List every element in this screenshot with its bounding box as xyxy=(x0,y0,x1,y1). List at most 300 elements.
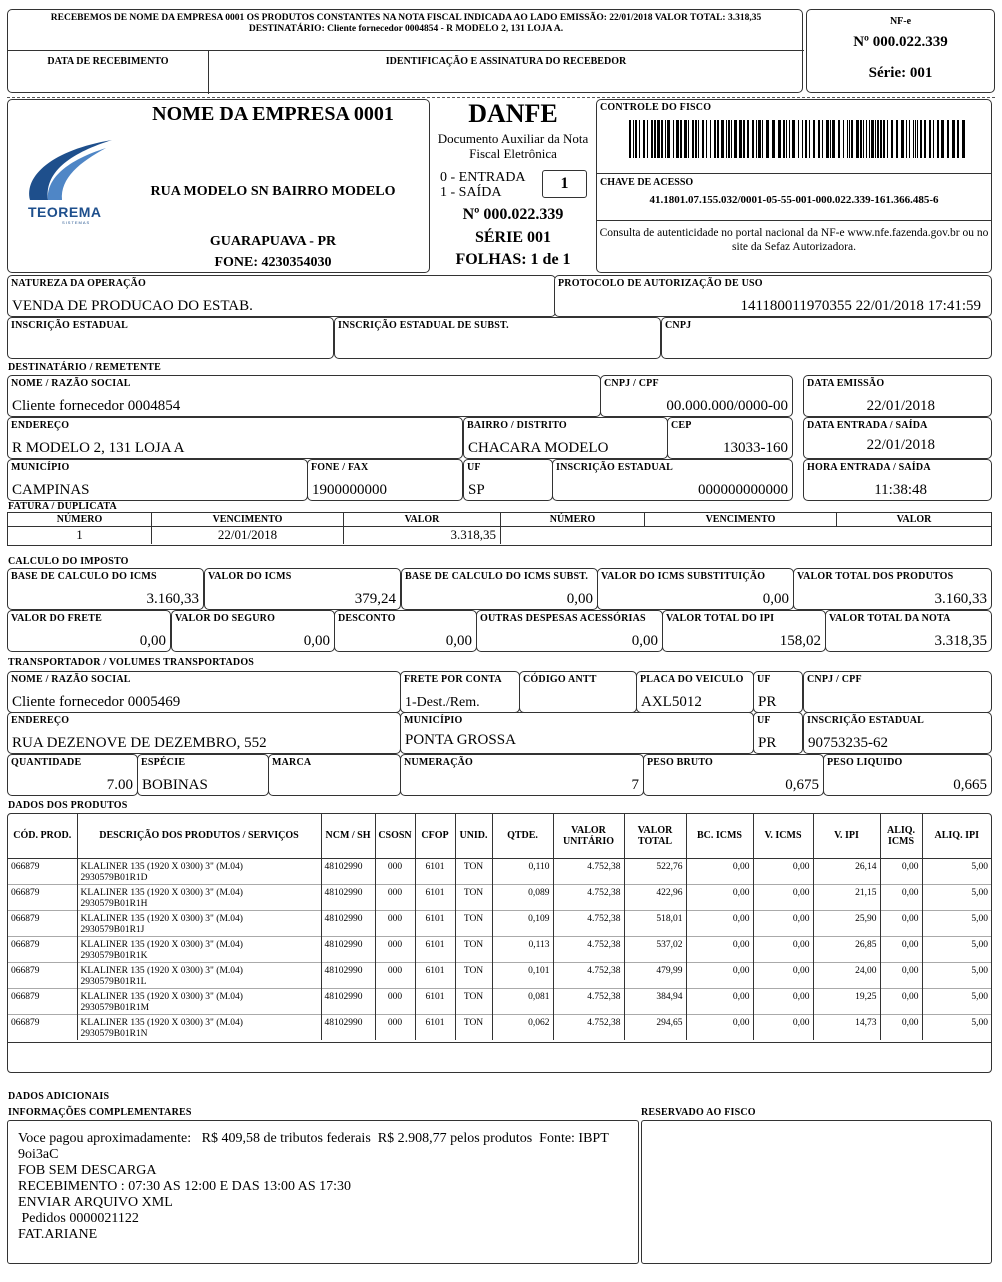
produtos-filler xyxy=(8,1042,991,1072)
produto-vipi: 26,85 xyxy=(813,936,880,962)
barcode-bar xyxy=(952,120,955,158)
barcode-bar xyxy=(860,120,862,158)
barcode-bar xyxy=(676,120,679,158)
produto-csosn: 000 xyxy=(375,884,415,910)
produto-csosn: 000 xyxy=(375,962,415,988)
transp-peso-bruto-box xyxy=(643,754,824,796)
produto-vicms: 0,00 xyxy=(753,962,813,988)
total-produtos-box xyxy=(793,568,992,610)
produto-qtde: 0,081 xyxy=(492,988,553,1014)
produto-qtde: 0,101 xyxy=(492,962,553,988)
base-icms-value: 3.160,33 xyxy=(146,591,199,607)
fatura-header: VALOR xyxy=(837,513,992,526)
produto-aipi: 5,00 xyxy=(922,910,991,936)
dest-ie-box xyxy=(552,459,793,501)
adicionais-section: DADOS ADICIONAIS xyxy=(8,1091,110,1102)
valor-icms-value: 379,24 xyxy=(354,591,396,607)
transp-antt-label: CÓDIGO ANTT xyxy=(523,674,597,685)
base-st-box xyxy=(401,568,598,610)
produto-cfop: 6101 xyxy=(415,910,455,936)
desconto-label: DESCONTO xyxy=(338,613,396,624)
produto-aipi: 5,00 xyxy=(922,988,991,1014)
produto-cod: 066879 xyxy=(11,939,40,950)
barcode-bar xyxy=(680,120,682,158)
emitente-address: RUA MODELO SN BAIRRO MODELO xyxy=(150,184,396,199)
info-line: ENVIAR ARQUIVO XML xyxy=(18,1195,173,1210)
barcode-bar xyxy=(758,120,761,158)
receipt-text xyxy=(8,13,804,35)
barcode-bar xyxy=(643,120,645,158)
produto-lote: 2930579B01R1M xyxy=(80,1002,150,1013)
barcode-bar xyxy=(714,120,716,158)
produtos-header: V. ICMS xyxy=(753,814,813,858)
produto-vipi: 25,90 xyxy=(813,910,880,936)
info-complementares-label: INFORMAÇÕES COMPLEMENTARES xyxy=(8,1107,192,1118)
dest-fone-box xyxy=(307,459,463,501)
produto-qtde: 0,110 xyxy=(492,858,553,884)
dest-municipio-value: CAMPINAS xyxy=(12,482,90,498)
fatura-table-box xyxy=(7,512,992,546)
base-st-label: BASE DE CALCULO DO ICMS SUBST. xyxy=(405,571,589,582)
seguro-box xyxy=(171,610,335,652)
produto-descricao-linha: KLALINER 135 (1920 X 0300) 3" (M.04) xyxy=(80,965,243,976)
transp-municipio-box xyxy=(400,712,754,754)
fatura-header: NÚMERO xyxy=(56,513,103,525)
barcode-bar xyxy=(710,120,711,158)
total-produtos-label: VALOR TOTAL DOS PRODUTOS xyxy=(797,571,954,582)
logo-text: TEOREMA xyxy=(28,204,102,220)
company-logo xyxy=(22,138,114,225)
barcode-bar xyxy=(883,120,885,158)
natureza-box xyxy=(7,275,556,317)
total-produtos-value: 3.160,33 xyxy=(934,591,987,607)
produto-vipi: 26,14 xyxy=(813,858,880,884)
barcode-bar xyxy=(877,120,879,158)
produto-vtotal: 537,02 xyxy=(624,936,686,962)
transp-placa-label: PLACA DO VEICULO xyxy=(640,674,744,685)
produto-lote: 2930579B01R1D xyxy=(80,872,148,883)
barcode-bar xyxy=(906,120,907,158)
barcode-bar xyxy=(856,120,859,158)
barcode-bar xyxy=(702,120,704,158)
fatura-header: VALOR xyxy=(344,513,501,526)
natureza-value: VENDA DE PRODUCAO DO ESTAB. xyxy=(12,298,253,314)
produto-lote: 2930579B01R1N xyxy=(80,1028,148,1039)
transp-quantidade-value: 7.00 xyxy=(106,777,133,793)
produtos-header: VALOR TOTAL xyxy=(624,814,686,858)
produto-descricao xyxy=(77,988,321,1014)
barcode-bar xyxy=(869,120,870,158)
barcode-bar xyxy=(947,120,949,158)
produto-unid: TON xyxy=(455,1014,492,1040)
produto-unid: TON xyxy=(455,910,492,936)
valor-icms-box xyxy=(204,568,401,610)
barcode-bar xyxy=(762,120,763,158)
produto-cod: 066879 xyxy=(11,887,40,898)
barcode-bar xyxy=(962,120,965,158)
barcode-bar xyxy=(629,120,631,158)
danfe-serie: SÉRIE 001 xyxy=(474,229,552,246)
barcode-bar xyxy=(756,120,757,158)
barcode-bar xyxy=(766,120,769,158)
produto-vunit: 4.752,38 xyxy=(553,1014,624,1040)
chave-acesso: 41.1801.07.155.032/0001-05-55-001-000.022.339-161.366.485-6 xyxy=(649,194,939,206)
barcode-bar xyxy=(734,120,737,158)
produto-aicms: 0,00 xyxy=(880,962,922,988)
table-row xyxy=(8,1014,991,1040)
transp-nome-label: NOME / RAZÃO SOCIAL xyxy=(11,674,131,685)
produtos-header: QTDE. xyxy=(492,814,553,858)
produto-cfop: 6101 xyxy=(415,962,455,988)
barcode-bar xyxy=(880,120,882,158)
barcode-bar xyxy=(698,120,699,158)
produtos-header: ALIQ. IPI xyxy=(922,814,991,858)
dest-cep-value: 13033-160 xyxy=(723,440,788,456)
produto-unid: TON xyxy=(455,884,492,910)
barcode-bar xyxy=(651,120,653,158)
seguro-value: 0,00 xyxy=(303,633,330,649)
barcode-bar xyxy=(924,120,926,158)
barcode-bar xyxy=(633,120,634,158)
dest-emissao-box xyxy=(803,375,992,417)
produto-qtde: 0,062 xyxy=(492,1014,553,1040)
barcode-bar xyxy=(747,120,749,158)
fatura-header: NÚMERO xyxy=(501,513,645,526)
base-st-value: 0,00 xyxy=(566,591,593,607)
produto-vipi: 24,00 xyxy=(813,962,880,988)
fatura-vencimento: 22/01/2018 xyxy=(152,526,344,544)
natureza-label: NATUREZA DA OPERAÇÃO xyxy=(11,278,146,289)
dest-cnpj-label: CNPJ / CPF xyxy=(604,378,659,389)
produto-vunit: 4.752,38 xyxy=(553,884,624,910)
barcode-bar xyxy=(901,120,904,158)
total-nota-label: VALOR TOTAL DA NOTA xyxy=(829,613,951,624)
produto-vicms: 0,00 xyxy=(753,858,813,884)
produto-vicms: 0,00 xyxy=(753,910,813,936)
info-line: Pedidos 0000021122 xyxy=(18,1211,139,1226)
nfe-label: NF-e xyxy=(889,16,912,27)
logo-swoosh-icon xyxy=(22,138,114,202)
produto-vicms: 0,00 xyxy=(753,884,813,910)
transp-especie-label: ESPÉCIE xyxy=(141,757,186,768)
produto-bc: 0,00 xyxy=(686,936,753,962)
desconto-value: 0,00 xyxy=(445,633,472,649)
produto-csosn: 000 xyxy=(375,1014,415,1040)
barcode-bar xyxy=(706,120,707,158)
produto-descricao-linha: KLALINER 135 (1920 X 0300) 3" (M.04) xyxy=(80,887,243,898)
transp-numeracao-value: 7 xyxy=(631,777,639,793)
emitente-name: NOME DA EMPRESA 0001 xyxy=(152,103,394,125)
produto-vtotal: 384,94 xyxy=(624,988,686,1014)
barcode-bar xyxy=(802,120,803,158)
barcode-bar xyxy=(717,120,719,158)
transp-municipio-value: PONTA GROSSA xyxy=(405,732,516,748)
transp-placa-box xyxy=(636,671,754,713)
barcode-bar xyxy=(665,120,666,158)
barcode-bar xyxy=(792,120,795,158)
produtos-table-box xyxy=(7,813,992,1073)
barcode-bar xyxy=(957,120,959,158)
danfe-title: DANFE xyxy=(468,99,558,128)
barcode-bar xyxy=(726,120,727,158)
dest-hora-box xyxy=(803,459,992,501)
barcode-bar xyxy=(813,120,815,158)
fatura-valor: 3.318,35 xyxy=(344,526,501,544)
fatura-table xyxy=(8,513,991,544)
outras-label: OUTRAS DESPESAS ACESSÓRIAS xyxy=(480,613,646,624)
outras-value: 0,00 xyxy=(631,633,658,649)
produto-descricao xyxy=(77,910,321,936)
produtos-header: UNID. xyxy=(455,814,492,858)
produto-csosn: 000 xyxy=(375,988,415,1014)
transp-numeracao-box xyxy=(400,754,644,796)
transp-placa-value: AXL5012 xyxy=(641,694,702,710)
barcode-bar xyxy=(866,120,867,158)
ipi-box xyxy=(662,610,826,652)
produto-cfop: 6101 xyxy=(415,988,455,1014)
produto-csosn: 000 xyxy=(375,936,415,962)
danfe-tipo: 1 xyxy=(560,175,569,192)
produto-ncm: 48102990 xyxy=(321,988,375,1014)
produto-unid: TON xyxy=(455,858,492,884)
barcode-bar xyxy=(661,120,663,158)
valor-st-value: 0,00 xyxy=(762,591,789,607)
transp-frete-label: FRETE POR CONTA xyxy=(404,674,502,685)
ie-box xyxy=(7,317,334,359)
dest-municipio-label: MUNICÍPIO xyxy=(11,462,70,473)
seguro-label: VALOR DO SEGURO xyxy=(175,613,276,624)
transp-nome-value: Cliente fornecedor 0005469 xyxy=(12,694,181,710)
dest-nome-label: NOME / RAZÃO SOCIAL xyxy=(11,378,131,389)
transp-ie-label: INSCRIÇÃO ESTADUAL xyxy=(807,715,925,726)
dest-cnpj-value: 00.000.000/0000-00 xyxy=(666,398,788,414)
barcode-icon xyxy=(629,120,969,158)
produtos-body xyxy=(8,858,991,1040)
info-line: RECEBIMENTO : 07:30 AS 12:00 E DAS 13:00 AS 17:30 xyxy=(18,1179,352,1194)
dest-ie-label: INSCRIÇÃO ESTADUAL xyxy=(556,462,674,473)
transp-uf-value: PR xyxy=(758,694,777,710)
transp-peso-liquido-box xyxy=(823,754,992,796)
produto-bc: 0,00 xyxy=(686,910,753,936)
barcode-bar xyxy=(896,120,898,158)
transp-uf2-box xyxy=(753,712,803,754)
total-nota-value: 3.318,35 xyxy=(934,633,987,649)
emitente-box xyxy=(7,99,430,273)
dest-endereco-label: ENDEREÇO xyxy=(11,420,70,431)
dest-emissao-label: DATA EMISSÃO xyxy=(807,378,885,389)
produto-bc: 0,00 xyxy=(686,988,753,1014)
barcode-bar xyxy=(805,120,807,158)
table-row xyxy=(8,936,991,962)
reservado-fisco-box xyxy=(641,1120,992,1264)
transp-especie-value: BOBINAS xyxy=(142,777,208,793)
valor-st-box xyxy=(597,568,794,610)
transportador-section: TRANSPORTADOR / VOLUMES TRANSPORTADOS xyxy=(8,657,255,668)
barcode-bar xyxy=(822,120,823,158)
barcode-bar xyxy=(639,120,640,158)
consulta-text: Consulta de autenticidade no portal nacional da NF-e www.nfe.fazenda.gov.br ou no site da Sefaz Autorizadora. xyxy=(599,227,989,253)
table-row xyxy=(8,910,991,936)
produtos-header: NCM / SH xyxy=(321,814,375,858)
produto-descricao xyxy=(77,962,321,988)
transp-cnpj-label: CNPJ / CPF xyxy=(807,674,862,685)
dest-nome-box xyxy=(7,375,601,417)
dest-nome-value: Cliente fornecedor 0004854 xyxy=(12,398,181,414)
barcode-bar xyxy=(891,120,893,158)
barcode-bar xyxy=(657,120,660,158)
danfe-saida: 1 - SAÍDA xyxy=(440,185,502,200)
barcode-bar xyxy=(695,120,697,158)
info-line: FAT.ARIANE xyxy=(18,1227,98,1242)
produto-vtotal: 479,99 xyxy=(624,962,686,988)
produtos-header: BC. ICMS xyxy=(686,814,753,858)
receipt-line-2: DESTINATÁRIO: Cliente fornecedor 0004854 - R MODELO 2, 131 LOJA A. xyxy=(248,24,564,34)
dest-fone-value: 1900000000 xyxy=(312,482,387,498)
produto-unid: TON xyxy=(455,988,492,1014)
barcode-bar xyxy=(847,120,848,158)
produto-bc: 0,00 xyxy=(686,858,753,884)
barcode-bar xyxy=(647,120,648,158)
danfe-number: Nº 000.022.339 xyxy=(462,206,564,223)
barcode-bar xyxy=(809,120,810,158)
ie-label: INSCRIÇÃO ESTADUAL xyxy=(11,320,129,331)
barcode-bar xyxy=(887,120,888,158)
produto-descricao-linha: KLALINER 135 (1920 X 0300) 3" (M.04) xyxy=(80,913,243,924)
barcode-bar xyxy=(843,120,844,158)
fatura-section: FATURA / DUPLICATA xyxy=(8,501,117,512)
barcode-bar xyxy=(830,120,831,158)
produto-qtde: 0,089 xyxy=(492,884,553,910)
outras-box xyxy=(476,610,663,652)
barcode-bar xyxy=(667,120,670,158)
transp-endereco-value: RUA DEZENOVE DE DEZEMBRO, 552 xyxy=(12,735,267,751)
produto-aicms: 0,00 xyxy=(880,884,922,910)
base-icms-box xyxy=(7,568,204,610)
dest-emissao-value: 22/01/2018 xyxy=(866,398,935,414)
transp-especie-box xyxy=(137,754,269,796)
transp-numeracao-label: NUMERAÇÃO xyxy=(404,757,474,768)
produto-vicms: 0,00 xyxy=(753,988,813,1014)
transp-endereco-box xyxy=(7,712,401,754)
transp-peso-bruto-label: PESO BRUTO xyxy=(647,757,713,768)
transp-uf2-label: UF xyxy=(757,715,771,726)
produto-cod: 066879 xyxy=(11,1017,40,1028)
valor-st-label: VALOR DO ICMS SUBSTITUIÇÃO xyxy=(601,571,766,582)
dest-fone-label: FONE / FAX xyxy=(311,462,369,473)
barcode-bar xyxy=(875,120,876,158)
ie-subst-label: INSCRIÇÃO ESTADUAL DE SUBST. xyxy=(338,320,509,331)
produto-vipi: 14,73 xyxy=(813,1014,880,1040)
produto-lote: 2930579B01R1K xyxy=(80,950,148,961)
produtos-header: CFOP xyxy=(415,814,455,858)
dest-hora-value: 11:38:48 xyxy=(874,482,927,498)
produto-cfop: 6101 xyxy=(415,858,455,884)
produto-vunit: 4.752,38 xyxy=(553,936,624,962)
produto-descricao-linha: KLALINER 135 (1920 X 0300) 3" (M.04) xyxy=(80,1017,243,1028)
produtos-table xyxy=(8,814,991,1040)
dest-cnpj-box xyxy=(600,375,793,417)
produtos-header: CÓD. PROD. xyxy=(13,830,72,842)
reservado-fisco-label: RESERVADO AO FISCO xyxy=(641,1107,756,1118)
produto-vtotal: 522,76 xyxy=(624,858,686,884)
fatura-header: VENCIMENTO xyxy=(645,513,837,526)
transp-ie-box xyxy=(803,712,992,754)
produto-aicms: 0,00 xyxy=(880,936,922,962)
dest-cep-label: CEP xyxy=(671,420,692,431)
produto-ncm: 48102990 xyxy=(321,1014,375,1040)
barcode-bar xyxy=(913,120,914,158)
produto-ncm: 48102990 xyxy=(321,858,375,884)
barcode-bar xyxy=(684,120,687,158)
produto-descricao xyxy=(77,884,321,910)
base-icms-label: BASE DE CALCULO DO ICMS xyxy=(11,571,157,582)
produto-vunit: 4.752,38 xyxy=(553,858,624,884)
barcode-bar xyxy=(849,120,850,158)
dest-uf-label: UF xyxy=(467,462,481,473)
produto-cod: 066879 xyxy=(11,913,40,924)
transp-peso-liquido-label: PESO LIQUIDO xyxy=(827,757,903,768)
barcode-bar xyxy=(851,120,853,158)
produtos-header: VALOR UNITÁRIO xyxy=(553,814,624,858)
transp-quantidade-box xyxy=(7,754,138,796)
produto-aipi: 5,00 xyxy=(922,1014,991,1040)
canhoto xyxy=(7,9,803,93)
transp-uf-box xyxy=(753,671,803,713)
transp-marca-box xyxy=(268,754,401,796)
produto-aipi: 5,00 xyxy=(922,884,991,910)
transp-frete-box xyxy=(400,671,520,713)
fatura-empty-cell xyxy=(645,526,837,544)
produto-cfop: 6101 xyxy=(415,884,455,910)
barcode-bar xyxy=(786,120,787,158)
barcode-bar xyxy=(752,120,754,158)
barcode-bar xyxy=(838,120,840,158)
destinatario-section: DESTINATÁRIO / REMETENTE xyxy=(8,362,161,373)
danfe-folhas: FOLHAS: 1 de 1 xyxy=(455,251,571,268)
produto-bc: 0,00 xyxy=(686,962,753,988)
barcode-bar xyxy=(937,120,939,158)
barcode-bar xyxy=(863,120,864,158)
barcode-bar xyxy=(798,120,799,158)
info-complementares-box xyxy=(7,1120,639,1264)
produto-lote: 2930579B01R1J xyxy=(80,924,145,935)
transp-nome-box xyxy=(7,671,401,713)
identificacao-label: IDENTIFICAÇÃO E ASSINATURA DO RECEBEDOR xyxy=(385,56,627,67)
protocolo-box xyxy=(554,275,992,317)
dest-bairro-box xyxy=(463,417,668,459)
produto-cod: 066879 xyxy=(11,991,40,1002)
danfe-box xyxy=(430,99,596,273)
produto-bc: 0,00 xyxy=(686,884,753,910)
produto-descricao-linha: KLALINER 135 (1920 X 0300) 3" (M.04) xyxy=(80,861,243,872)
barcode-bar xyxy=(692,120,694,158)
info-line: 9oi3aC xyxy=(18,1147,59,1162)
produto-csosn: 000 xyxy=(375,910,415,936)
produto-descricao xyxy=(77,858,321,884)
produto-descricao-linha: KLALINER 135 (1920 X 0300) 3" (M.04) xyxy=(80,991,243,1002)
ipi-value: 158,02 xyxy=(779,633,821,649)
barcode-bar xyxy=(772,120,775,158)
produto-cfop: 6101 xyxy=(415,1014,455,1040)
produto-vipi: 21,15 xyxy=(813,884,880,910)
protocolo-label: PROTOCOLO DE AUTORIZAÇÃO DE USO xyxy=(558,278,763,289)
barcode-bar xyxy=(917,120,918,158)
produto-aicms: 0,00 xyxy=(880,910,922,936)
transp-uf2-value: PR xyxy=(758,735,777,751)
produtos-header: CSOSN xyxy=(375,814,415,858)
transp-cnpj-box xyxy=(803,671,992,713)
transp-peso-bruto-value: 0,675 xyxy=(785,777,819,793)
